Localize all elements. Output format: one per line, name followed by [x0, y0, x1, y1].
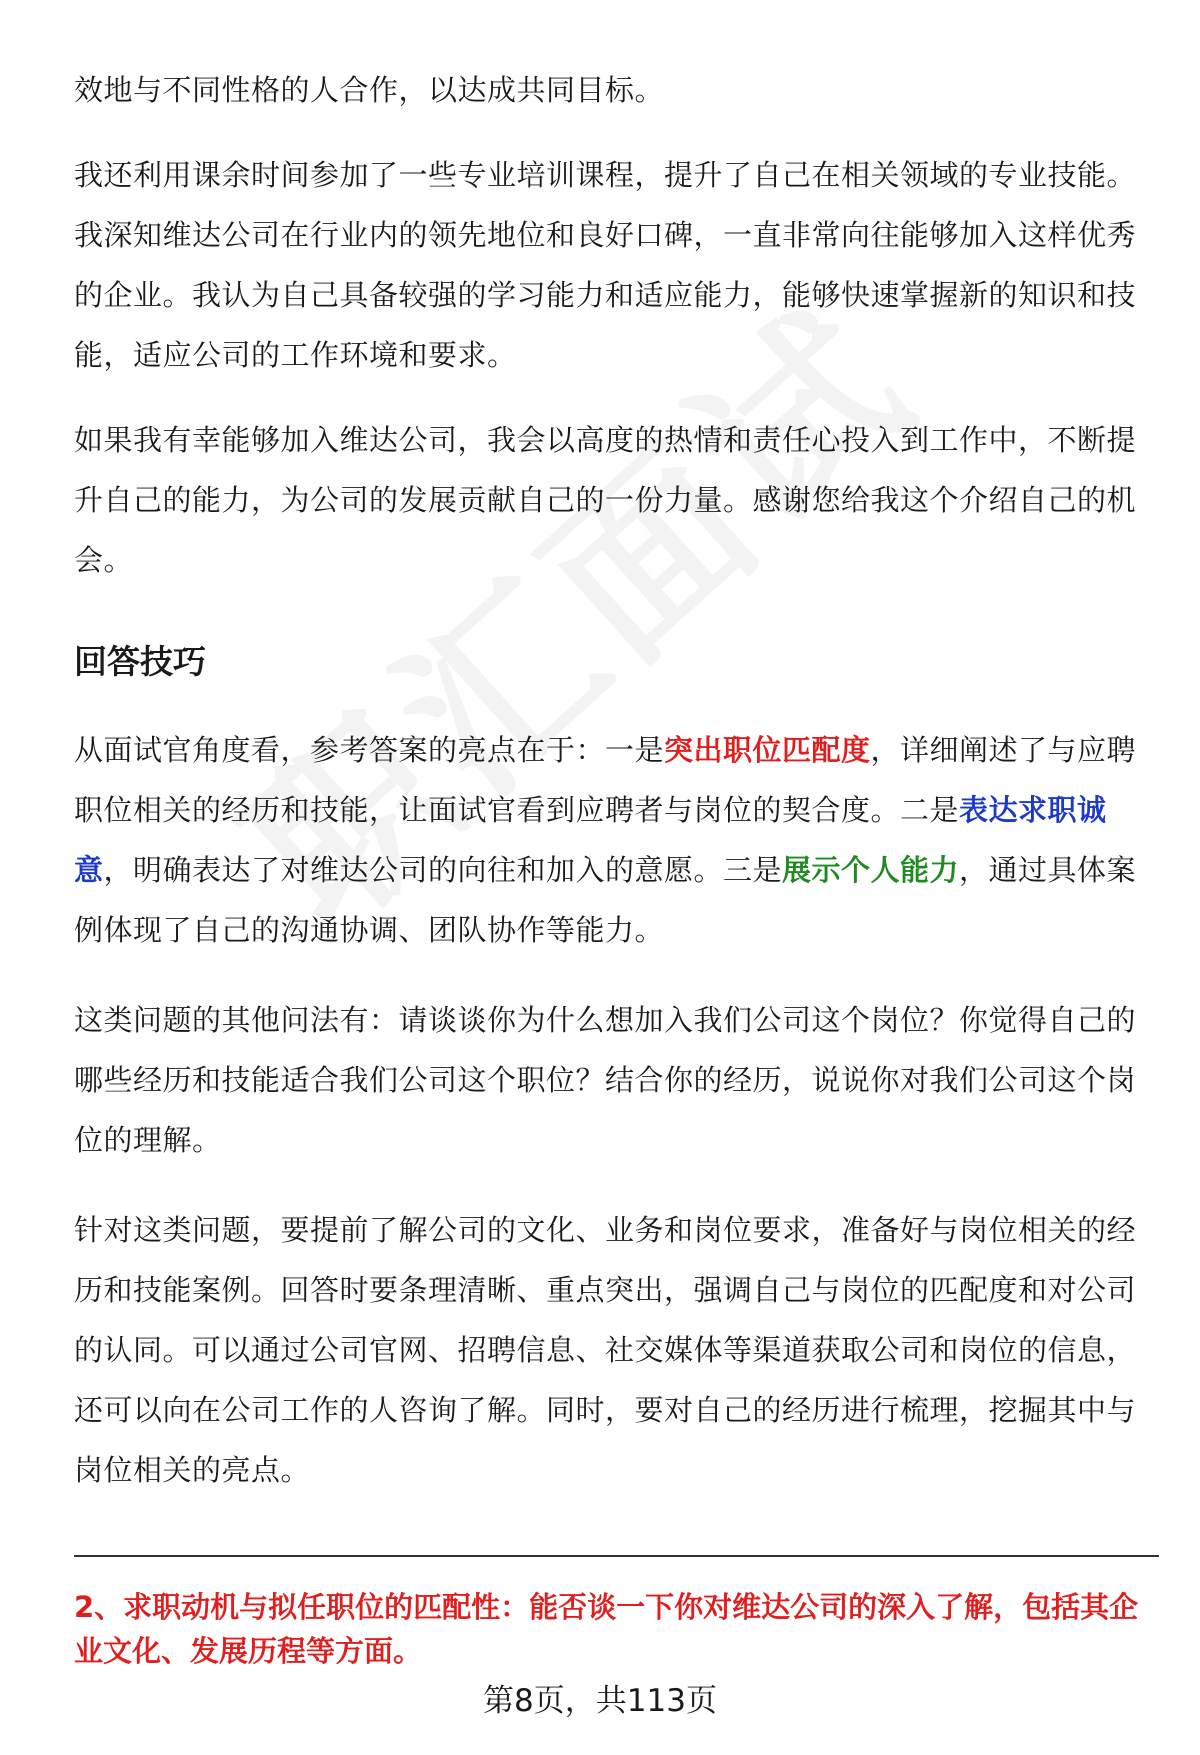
document-body — [74, 60, 1159, 1500]
tips-text-2: ，详细阐述了与应聘职位相关的经历和技能，让面试官看到应聘者与岗位的契合度。二是 — [74, 733, 1137, 827]
paragraph-tips — [74, 720, 1159, 960]
paragraph-alternatives: 这类问题的其他问法有：请谈谈你为什么想加入我们公司这个岗位？你觉得自己的哪些经历和技能适合我们公司这个职位？结合你的经历，说说你对我们公司这个岗位的理解。 — [74, 1003, 1137, 1157]
paragraph-closing: 如果我有幸能够加入维达公司，我会以高度的热情和责任心投入到工作中，不断提升自己的能力，为公司的发展贡献自己的一份力量。感谢您给我这个介绍自己的机会。 — [74, 423, 1137, 577]
paragraph-training: 我还利用课余时间参加了一些专业培训课程，提升了自己在相关领域的专业技能。我深知维达公司在行业内的领先地位和良好口碑，一直非常向往能够加入这样优秀的企业。我认为自己具备较强的学习能力和适应能力，能够快速掌握新的知识和技能，适应公司的工作环境和要求。 — [74, 158, 1137, 372]
highlight-position-match: 突出职位匹配度 — [664, 733, 871, 767]
divider — [74, 1555, 1159, 1557]
highlight-sincerity: 表达求职诚意 — [74, 793, 1107, 887]
tips-text-3: ，明确表达了对维达公司的向往和加入的意愿。三是 — [103, 853, 783, 887]
paragraph-advice: 针对这类问题，要提前了解公司的文化、业务和岗位要求，准备好与岗位相关的经历和技能案例。回答时要条理清晰、重点突出，强调自己与岗位的匹配度和对公司的认同。可以通过公司官网、招聘信息、社交媒体等渠道获取公司和岗位的信息，还可以向在公司工作的人咨询了解。同时，要对自己的经历进行梳理，挖掘其中与岗位相关的亮点。 — [74, 1213, 1137, 1487]
tips-text-4: ，通过具体案例体现了自己的沟通协调、团队协作等能力。 — [74, 853, 1137, 947]
tips-text-1: 从面试官角度看，参考答案的亮点在于：一是 — [74, 733, 665, 767]
next-question: 2、求职动机与拟任职位的匹配性：能否谈一下你对维达公司的深入了解，包括其企业文化、发展历程等方面。 — [74, 1590, 1139, 1668]
section-title: 回答技巧 — [74, 642, 206, 681]
highlight-ability: 展示个人能力 — [782, 853, 960, 887]
paragraph-continuation: 效地与不同性格的人合作，以达成共同目标。 — [74, 73, 665, 107]
page-footer: 第8页，共113页 — [483, 1683, 717, 1719]
